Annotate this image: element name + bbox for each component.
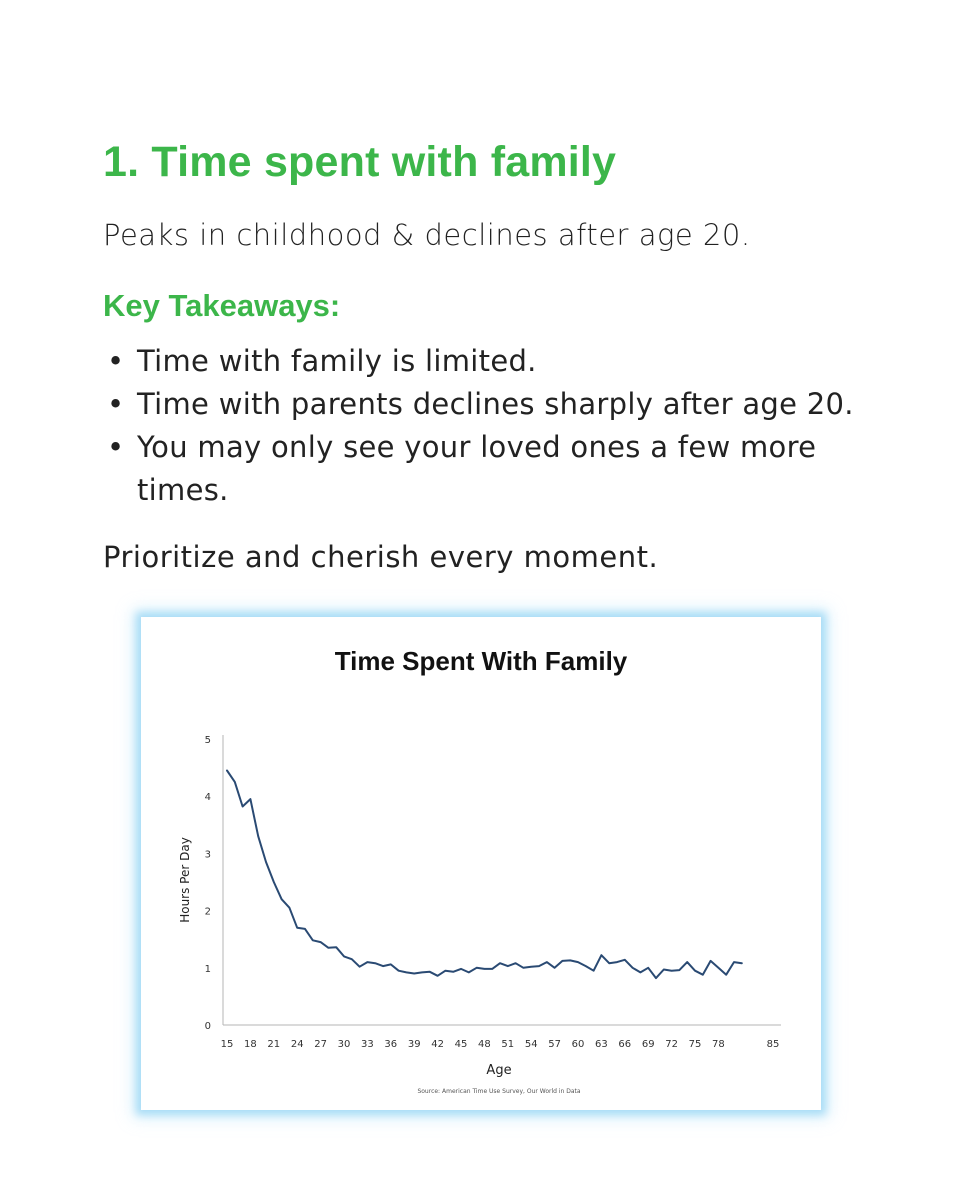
bullet-icon: • [107,387,125,421]
y-tick-label: 5 [204,735,211,746]
takeaways-title: Key Takeaways: [103,288,341,323]
takeaways-list [103,340,873,512]
line-chart [141,617,821,1110]
y-tick-label: 1 [204,963,211,975]
x-tick-label: 78 [712,1039,725,1050]
x-tick-labels [221,1039,780,1050]
bullet-icon: • [107,430,125,464]
y-axis-label: Hours Per Day [178,837,192,923]
x-axis-label: Age [486,1063,512,1078]
x-tick-label: 75 [688,1039,702,1050]
y-tick-label: 0 [204,1021,211,1032]
source-note: Source: American Time Use Survey, Our World in Data [417,1088,581,1095]
takeaway-text: Time with parents declines sharply after age 20. [137,387,854,421]
intro-text: Peaks in childhood & declines after age 20. [103,218,751,252]
list-item [103,426,873,512]
series-line [227,771,742,979]
x-tick-label: 63 [595,1039,608,1050]
y-tick-label: 2 [204,906,211,918]
x-tick-label: 33 [361,1039,374,1050]
list-item [103,383,873,426]
x-tick-label: 30 [337,1039,351,1050]
takeaway-text: You may only see your loved ones a few more times. [137,430,817,507]
x-tick-label: 72 [665,1039,678,1050]
x-tick-label: 54 [524,1039,538,1050]
x-tick-label: 36 [384,1039,398,1050]
x-tick-label: 66 [618,1039,632,1050]
chart-title: Time Spent With Family [334,646,628,676]
chart-card [141,617,821,1110]
x-tick-label: 57 [548,1039,561,1050]
y-tick-label: 3 [204,849,211,861]
x-tick-label: 48 [478,1039,491,1050]
x-tick-label: 60 [571,1039,585,1050]
x-tick-label: 45 [454,1039,468,1050]
section-heading: 1. Time spent with family [103,138,617,186]
y-tick-label: 4 [204,792,211,804]
x-tick-label: 85 [766,1039,780,1050]
x-tick-label: 15 [220,1039,234,1050]
y-tick-labels [205,735,211,1032]
x-tick-label: 18 [244,1039,257,1050]
series-group [227,771,742,979]
x-tick-label: 27 [314,1039,327,1050]
bullet-icon: • [107,344,125,378]
x-tick-label: 42 [431,1039,444,1050]
x-tick-label: 39 [407,1039,421,1050]
closing-text: Prioritize and cherish every moment. [103,540,659,574]
x-tick-label: 21 [267,1039,281,1050]
x-tick-label: 69 [641,1039,655,1050]
x-tick-label: 24 [290,1039,304,1050]
x-tick-label: 51 [501,1039,515,1050]
takeaway-text: Time with family is limited. [137,344,537,378]
list-item [103,340,873,383]
